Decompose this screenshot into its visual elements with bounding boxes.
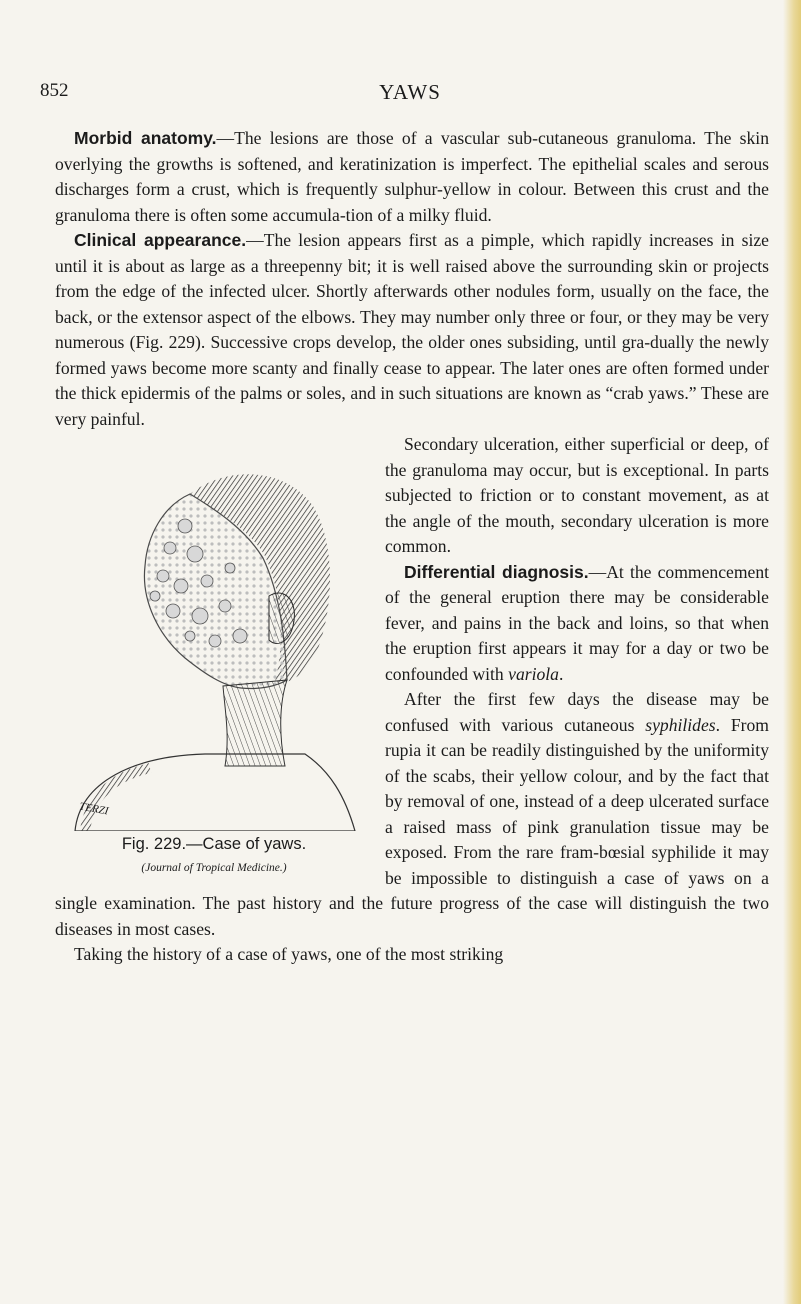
text-secondary-ulceration: Secondary ulceration, either superficial or deep, of the granuloma may occur, but is exceptional. In parts subjected to friction or to constant movement, as at the angle of the mouth, secondary ulceration is more common. (385, 434, 769, 556)
text-syphilides-a: After the first few days the disease may be confused with various cutaneous (385, 689, 769, 735)
figure-caption: Fig. 229.—Case of yaws. (121, 835, 307, 853)
body-text (55, 126, 769, 968)
text-syphilides-b: . From rupia it can be readily distinguished by the uniformity of the scabs, their yellow colour, and by the fact that by removal of one, instead of a deep ulcerated surface a raised mass of pink granulation tissue may be exposed. From the rare fram-bœsial syphilide it may be impossible to distinguish a case of yaws on a single examination. The past history and the future progress of the case will distinguish the two diseases in most cases. (55, 714, 769, 939)
text-differential-a: —At the commencement of the general eruption there may be considerable fever, and pains in the back and loins, so that when the eruption first appears it may for a day or two be confounded with (385, 561, 770, 684)
figure-source: (Journal of Tropical Medicine.) (141, 862, 287, 874)
term-variola: variola (508, 663, 559, 684)
text-clinical-appearance: —The lesion appears first as a pimple, which rapidly increases in size until it is about as large as a threepenny bit; it is well raised above the surrounding skin or projects from the edge of the infected ulcer. Shortly afterwards other nodules form, usually on the face, the back, or the extensor aspect of the elbows. They may number only three or four, or they may be very numerous (Fig. 229). Successive crops develop, the older ones subsiding, until gra-dually the newly formed yaws become more scanty and finally cease to appear. The later ones are often formed under the thick epidermis of the palms or soles, and in such situations are known as “crab yaws.” These are very painful. (55, 230, 769, 429)
text-history: Taking the history of a case of yaws, one of the most striking (74, 944, 504, 964)
text-differential-b: . (558, 663, 564, 684)
neck-shape (223, 680, 287, 766)
heading-differential-diagnosis: Differential diagnosis. (404, 561, 589, 582)
text-morbid-anatomy: —The lesions are those of a vascular sub-cutaneous granuloma. The skin overlying the growths is softened, and keratinization is imperfect. The epithelial scales and serous discharges form a crust, which is frequently sulphur-yellow in colour. Between this crust and the granuloma there is often some accumula-tion of a milky fluid. (55, 128, 769, 225)
heading-clinical-appearance: Clinical appearance. (74, 230, 247, 250)
page-number: 852 (40, 80, 69, 101)
shoulders-shape (75, 754, 355, 831)
heading-morbid-anatomy: Morbid anatomy. (74, 128, 217, 148)
figure-229 (55, 436, 373, 874)
paragraph-clinical-appearance (55, 228, 769, 432)
page-edge (783, 0, 801, 1304)
figure-engraving (55, 436, 373, 831)
artist-signature: TERZI (78, 800, 110, 818)
running-title: YAWS (379, 80, 441, 104)
page-header (40, 80, 780, 110)
paragraph-history (55, 942, 769, 968)
paragraph-morbid-anatomy (55, 126, 769, 228)
term-syphilides: syphilides (645, 714, 716, 735)
